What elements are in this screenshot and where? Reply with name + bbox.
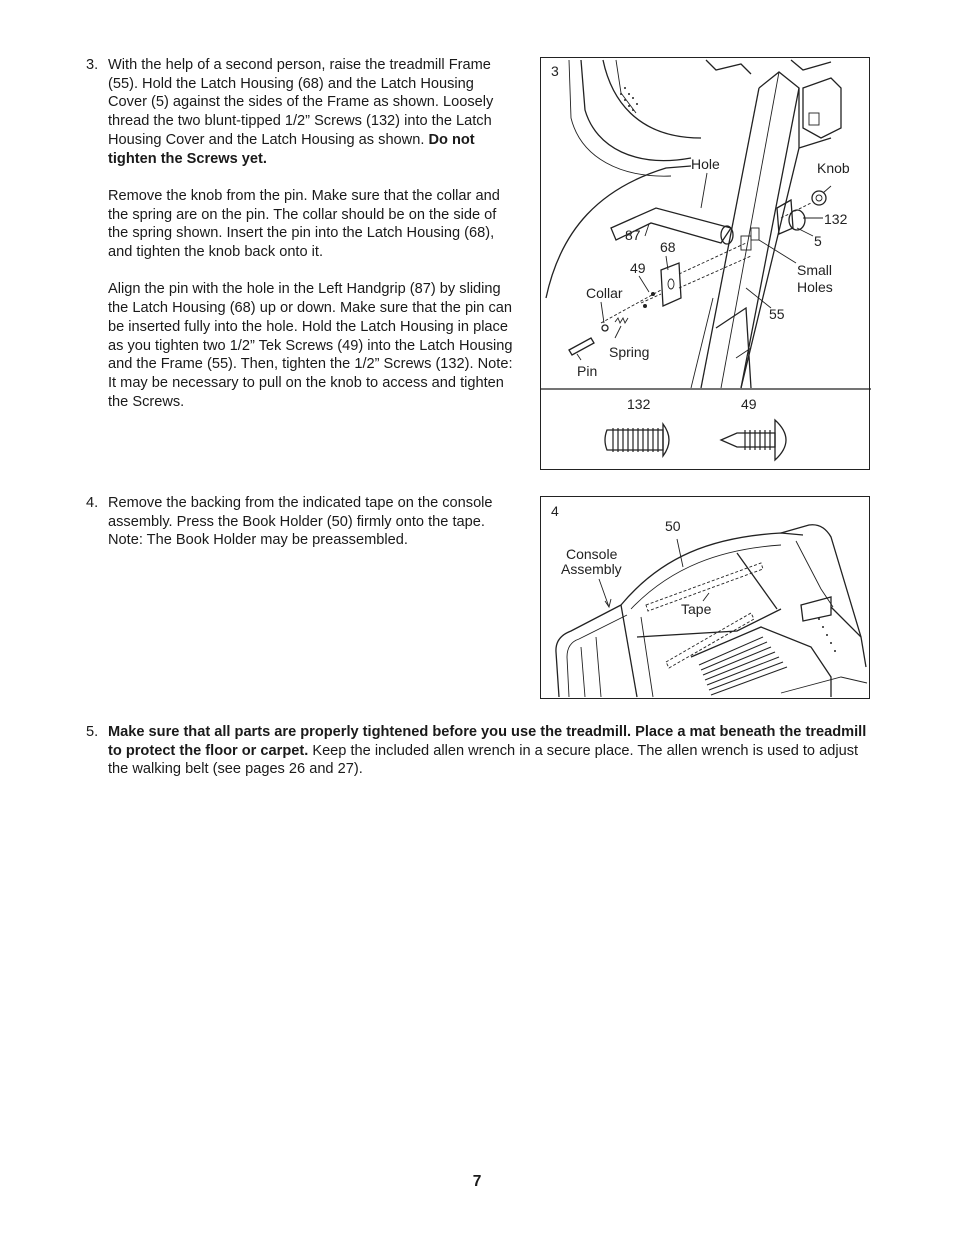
hardware-label-132: 132 [627,396,651,412]
step-3-paragraph-1-text: With the help of a second person, raise the treadmill Frame (55). Hold the Latch Housing (68) and the Latch Housing Cover (5) against the sides of the Frame as shown. Loosely thread the two blunt-tipped 1/2” Screws (132) into the Latch Housing Cover and the Latch Housing as shown. [108,57,494,148]
screw-49-icon [721,420,786,460]
console-left-upright [556,605,621,697]
label-87: 87 [625,227,641,243]
deck-edge [781,677,867,693]
handrail-detail [616,60,636,113]
handrail-right-inner [796,541,833,607]
hardware-label-49: 49 [741,396,757,412]
spring [615,318,628,323]
figure-3-illustration [541,58,871,471]
latch-box [803,78,841,138]
label-small: Small [797,262,833,278]
leader-49 [639,276,649,292]
leader-knob [823,186,831,193]
page-number: 7 [472,1173,482,1190]
step-5-number: 5. [86,724,99,740]
leader-tape [703,593,709,601]
leader-console [599,579,609,607]
label-console: Console [566,546,618,562]
label-132: 132 [824,211,848,227]
console-front-left [621,605,637,697]
knob-center [816,195,822,201]
small-hole-2 [751,228,759,240]
knob [812,191,826,205]
screw-49-a [651,292,655,296]
console-side-line-2 [596,637,601,697]
step-3-paragraph-2: Remove the knob from the pin. Make sure that the collar and the spring are on the pin. The collar should be on the side of the spring shown. Insert the pin into the Latch Housing (68), and tighten the knob back onto it. [108,187,500,261]
step-3-number: 3. [86,57,99,73]
console-edge [706,60,751,74]
label-assembly: Assembly [561,561,622,577]
step-3-text [108,56,516,430]
latch-housing-hole [668,279,674,289]
console-side-line [581,647,585,697]
pin [569,338,594,355]
handrail-outer [581,60,691,161]
screw-49-b [643,304,647,308]
handrail-inner [569,60,671,176]
label-50: 50 [665,518,681,534]
console-dome [621,533,803,605]
speaker-grille [699,637,787,695]
step-5-paragraph [108,723,868,779]
console-left-inner [567,615,627,697]
leader-small-holes [759,240,796,263]
leader-spring [615,326,621,338]
handrail-right [781,525,861,637]
label-49: 49 [630,260,646,276]
step-5-warning: Make sure that all parts are properly tightened before you use the treadmill. Place a mat beneath the treadmill to protect the floor or carpet. [108,724,867,759]
console-dome-inner [631,545,781,609]
latch-slot [809,113,819,125]
figure-4 [540,496,870,699]
label-knob: Knob [817,160,850,176]
label-68: 68 [660,239,676,255]
leader-50 [677,539,683,567]
step-4-number: 4. [86,495,99,511]
step-5-note: Keep the included allen wrench in a secure place. The allen wrench is used to adjust the walking belt (see pages 26 and 27). [108,742,859,778]
small-hole-1 [741,236,751,250]
grip-dots [620,87,638,111]
console-panel-right [737,553,777,609]
step-5-text [108,723,868,798]
leader-55 [746,288,771,308]
label-collar: Collar [586,285,623,301]
step-4-paragraph: Remove the backing from the indicated tape on the console assembly. Press the Book Holder (50) firmly onto the tape. Note: The Book Holder may be preassembled. [108,495,493,549]
screw-132-icon [605,424,669,456]
figure-3 [540,57,870,470]
figure-4-illustration [541,497,871,700]
label-holes: Holes [797,279,833,295]
latch-housing [661,263,681,306]
step-3-paragraph-3: Align the pin with the hole in the Left Handgrip (87) by sliding the Latch Housing (68) up or down. Make sure that the pin can be inserted fully into the hole. Hold the Latch Housing in place as you tighten two 1/2” Tek Screws (49) into the Latch Housing and the Frame (55). Then, tighten the 1/2” Screws (132). Note: It may be necessary to pull on the knob to access and tighten the Screws. [108,281,513,410]
step-3-warning: Do not tighten the Screws yet. [108,131,475,167]
figure-3-number: 3 [551,63,559,79]
right-rail [831,607,866,667]
leader-hole [701,173,707,208]
leader-5 [797,228,813,236]
label-hole: Hole [691,156,720,172]
label-spring: Spring [609,344,650,360]
upright-curve [546,166,691,298]
figure-4-number: 4 [551,503,559,519]
console-front-left-2 [641,617,653,697]
label-pin: Pin [577,363,598,379]
right-latch [801,597,831,621]
right-dots [818,618,836,652]
step-4-text [108,494,513,569]
label-5: 5 [814,233,822,249]
console-corner [791,60,831,70]
label-55: 55 [769,306,785,322]
leader-pin [577,354,581,360]
collar [602,325,608,331]
step-3-paragraph-1 [108,56,516,168]
assembly-line-1 [679,243,746,274]
label-tape: Tape [681,601,712,617]
leader-collar [601,302,604,323]
column-link [799,138,831,148]
